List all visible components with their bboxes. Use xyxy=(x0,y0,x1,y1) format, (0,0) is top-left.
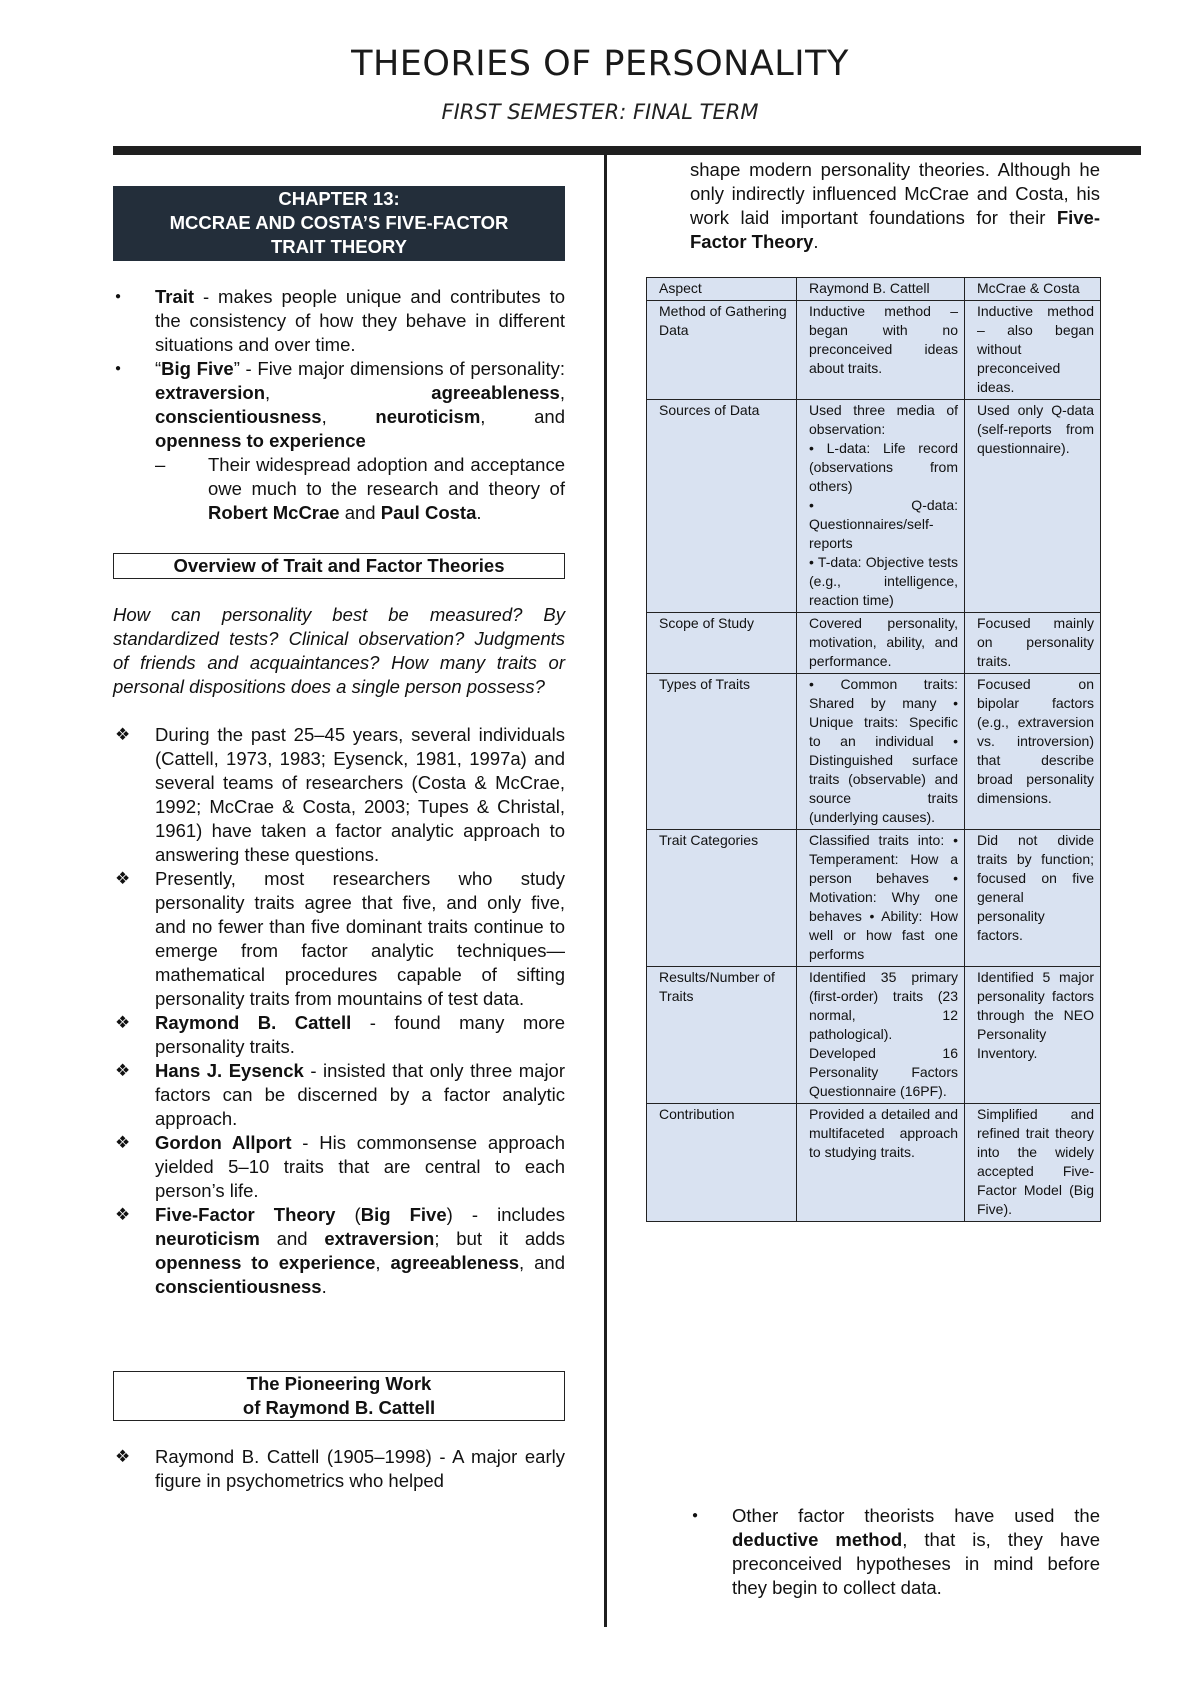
big-five-term: Big Five xyxy=(161,358,234,379)
big-five-term: Big Five xyxy=(360,1204,447,1225)
eysenck-term: Hans J. Eysenck xyxy=(155,1060,304,1081)
table-row xyxy=(647,1104,1101,1222)
dim-neuroticism: neuroticism xyxy=(375,406,481,427)
table-cell: Method of Gathering Data xyxy=(647,301,797,400)
adoption-note xyxy=(113,453,565,525)
header-cell: Raymond B. Cattell xyxy=(797,278,965,301)
period: . xyxy=(813,231,819,252)
table-cell: Used only Q-data (self-reports from questionnaire). xyxy=(965,400,1101,613)
pioneer-line: The Pioneering Work xyxy=(246,1373,432,1394)
trait-term: Trait xyxy=(155,286,195,307)
table-cell: Contribution xyxy=(647,1104,797,1222)
overview-list xyxy=(113,723,565,1299)
deductive-text: Other factor theorists have used the xyxy=(732,1505,1100,1526)
openness-term: openness to experience xyxy=(155,1252,376,1273)
table-row xyxy=(647,613,1101,674)
dim-extraversion: extraversion xyxy=(155,382,266,403)
allport-term: Gordon Allport xyxy=(155,1132,292,1153)
paren: ( xyxy=(335,1204,361,1225)
list-item: ❖ Presently, most researchers who study personality traits agree that five, and only five, and no fewer than five dominant traits continue to emerge from factor analytic techniques—mathematical procedures capable of sifting personality traits from mountains of test data. xyxy=(113,867,565,1011)
table-row xyxy=(647,674,1101,830)
list-item xyxy=(113,1059,565,1131)
period: . xyxy=(321,1276,327,1297)
table-cell: • Common traits: Shared by many • Unique traits: Specific to an individual • Distinguished surface traits (observable) and source traits (underlying causes). xyxy=(797,674,965,830)
and-text: , and xyxy=(519,1252,565,1273)
fft-term: Five-Factor Theory xyxy=(155,1204,336,1225)
quote-open: “ xyxy=(155,358,162,379)
fft-text: ; but it adds xyxy=(434,1228,565,1249)
table-cell: Simplified and refined trait theory into the widely accepted Five-Factor Model (Big Five). xyxy=(965,1104,1101,1222)
dim-openness: openness to experience xyxy=(155,430,366,451)
header-rule xyxy=(113,146,1141,155)
chapter-heading xyxy=(113,186,565,261)
dim-conscientiousness: conscientiousness xyxy=(155,406,322,427)
extraversion-term: extraversion xyxy=(324,1228,435,1249)
chapter-line: CHAPTER 13: xyxy=(278,188,400,209)
trait-text: - makes people unique and contributes to the consistency of how they behave in different situations and over time. xyxy=(155,286,565,355)
table-cell: Results/Number of Traits xyxy=(647,967,797,1104)
neuroticism-term: neuroticism xyxy=(155,1228,260,1249)
table-row xyxy=(647,400,1101,613)
big-five-text: ” - Five major dimensions of personality: xyxy=(233,358,565,379)
pioneer-heading xyxy=(113,1371,565,1421)
separator: , xyxy=(265,382,432,403)
page-title: THEORIES OF PERSONALITY xyxy=(351,44,849,84)
chapter-line: MCCRAE AND COSTA’S FIVE-FACTOR xyxy=(169,212,509,233)
list-item: ❖ During the past 25–45 years, several individuals (Cattell, 1973, 1983; Eysenck, 1981, 1997a) and several teams of researchers (Costa & McCrae, 1992; McCrae & Costa, 2003; Tupes & Christal, 1961) have taken a factor analytic approach to answering these questions. xyxy=(113,723,565,867)
table-cell: Did not divide traits by function; focused on five general personality factors. xyxy=(965,830,1101,967)
table-cell: Used three media of observation: • L-data: Life record (observations from others) • Q-data: Questionnaires/self-reports • T-data: Objective tests (e.g., intelligence, reaction time) xyxy=(797,400,965,613)
pioneer-line: of Raymond B. Cattell xyxy=(242,1397,436,1418)
separator: , xyxy=(559,382,565,403)
table-header-row xyxy=(647,278,1101,301)
table-cell: Inductive method – also began without preconceived ideas. xyxy=(965,301,1101,400)
page-subtitle: FIRST SEMESTER: FINAL TERM xyxy=(441,100,759,124)
separator: , xyxy=(321,406,376,427)
table-row xyxy=(647,301,1101,400)
adoption-text: Their widespread adoption and acceptance owe much to the research and theory of xyxy=(208,454,565,499)
mccrae-name: Robert McCrae xyxy=(208,502,340,523)
list-item xyxy=(113,1203,565,1299)
fft-term: Five-Factor Theory xyxy=(690,207,1100,252)
separator: , and xyxy=(480,406,565,427)
dim-agreeableness: agreeableness xyxy=(431,382,560,403)
list-item: ❖ Raymond B. Cattell (1905–1998) - A major early figure in psychometrics who helped xyxy=(113,1445,565,1493)
table-cell: Covered personality, motivation, ability, and performance. xyxy=(797,613,965,674)
allport-text: - His commonsense approach yielded 5–10 traits that are central to each person’s life. xyxy=(155,1132,565,1201)
right-column-bottom xyxy=(690,1504,1100,1600)
deductive-note xyxy=(690,1504,1100,1600)
header-cell: Aspect xyxy=(647,278,797,301)
eysenck-text: - insisted that only three major factors can be discerned by a factor analytic approach. xyxy=(155,1060,566,1129)
conscientiousness-term: conscientiousness xyxy=(155,1276,322,1297)
table-row xyxy=(647,967,1101,1104)
and-text: and xyxy=(259,1228,325,1249)
deductive-term: deductive method xyxy=(732,1529,903,1550)
header-cell: McCrae & Costa xyxy=(965,278,1101,301)
table-cell: Types of Traits xyxy=(647,674,797,830)
table-cell: Focused on bipolar factors (e.g., extraversion vs. introversion) that describe broad personality dimensions. xyxy=(965,674,1101,830)
overview-heading: Overview of Trait and Factor Theories xyxy=(113,553,565,579)
left-column xyxy=(113,186,565,1493)
table-cell: Identified 5 major personality factors through the NEO Personality Inventory. xyxy=(965,967,1101,1104)
period: . xyxy=(476,502,482,523)
right-column-top xyxy=(690,158,1100,254)
agreeableness-term: agreeableness xyxy=(390,1252,520,1273)
pioneer-list xyxy=(113,1445,565,1493)
chapter-line: TRAIT THEORY xyxy=(270,236,407,257)
table-cell: Classified traits into: • Temperament: How a person behaves • Motivation: Why one behaves • Ability: How well or how fast one performs xyxy=(797,830,965,967)
intro-list xyxy=(113,285,565,525)
table-cell: Scope of Study xyxy=(647,613,797,674)
overview-question: How can personality best be measured? By standardized tests? Clinical observation? Judgments of friends and acquaintances? How many traits or personal dispositions does a single person possess? xyxy=(113,604,565,697)
list-item xyxy=(113,1131,565,1203)
table-row xyxy=(647,830,1101,967)
table-cell: Focused mainly on personality traits. xyxy=(965,613,1101,674)
separator: , xyxy=(375,1252,391,1273)
continued-text: shape modern personality theories. Although he only indirectly influenced McCrae and Costa, his work laid important foundations for their xyxy=(690,159,1100,228)
big-five-definition xyxy=(113,357,565,453)
list-item xyxy=(113,1011,565,1059)
deductive-text: , that is, they have preconceived hypotheses in mind before they begin to collect data. xyxy=(732,1529,1100,1598)
costa-name: Paul Costa xyxy=(380,502,477,523)
table-cell: Inductive method – began with no preconceived ideas about traits. xyxy=(797,301,965,400)
fft-text: ) - includes xyxy=(446,1204,565,1225)
table-cell: Sources of Data xyxy=(647,400,797,613)
table-cell: Trait Categories xyxy=(647,830,797,967)
table-cell: Provided a detailed and multifaceted approach to studying traits. xyxy=(797,1104,965,1222)
trait-definition xyxy=(113,285,565,357)
cattell-term: Raymond B. Cattell xyxy=(155,1012,352,1033)
and-text: and xyxy=(339,502,381,523)
bottom-list xyxy=(690,1504,1100,1600)
cattell-text: - found many more personality traits. xyxy=(155,1012,566,1057)
column-divider xyxy=(604,155,607,1627)
comparison-table xyxy=(646,277,1101,1222)
table-cell: Identified 35 primary (first-order) traits (23 normal, 12 pathological). Developed 16 Personality Factors Questionnaire (16PF). xyxy=(797,967,965,1104)
continued-paragraph xyxy=(690,158,1100,254)
